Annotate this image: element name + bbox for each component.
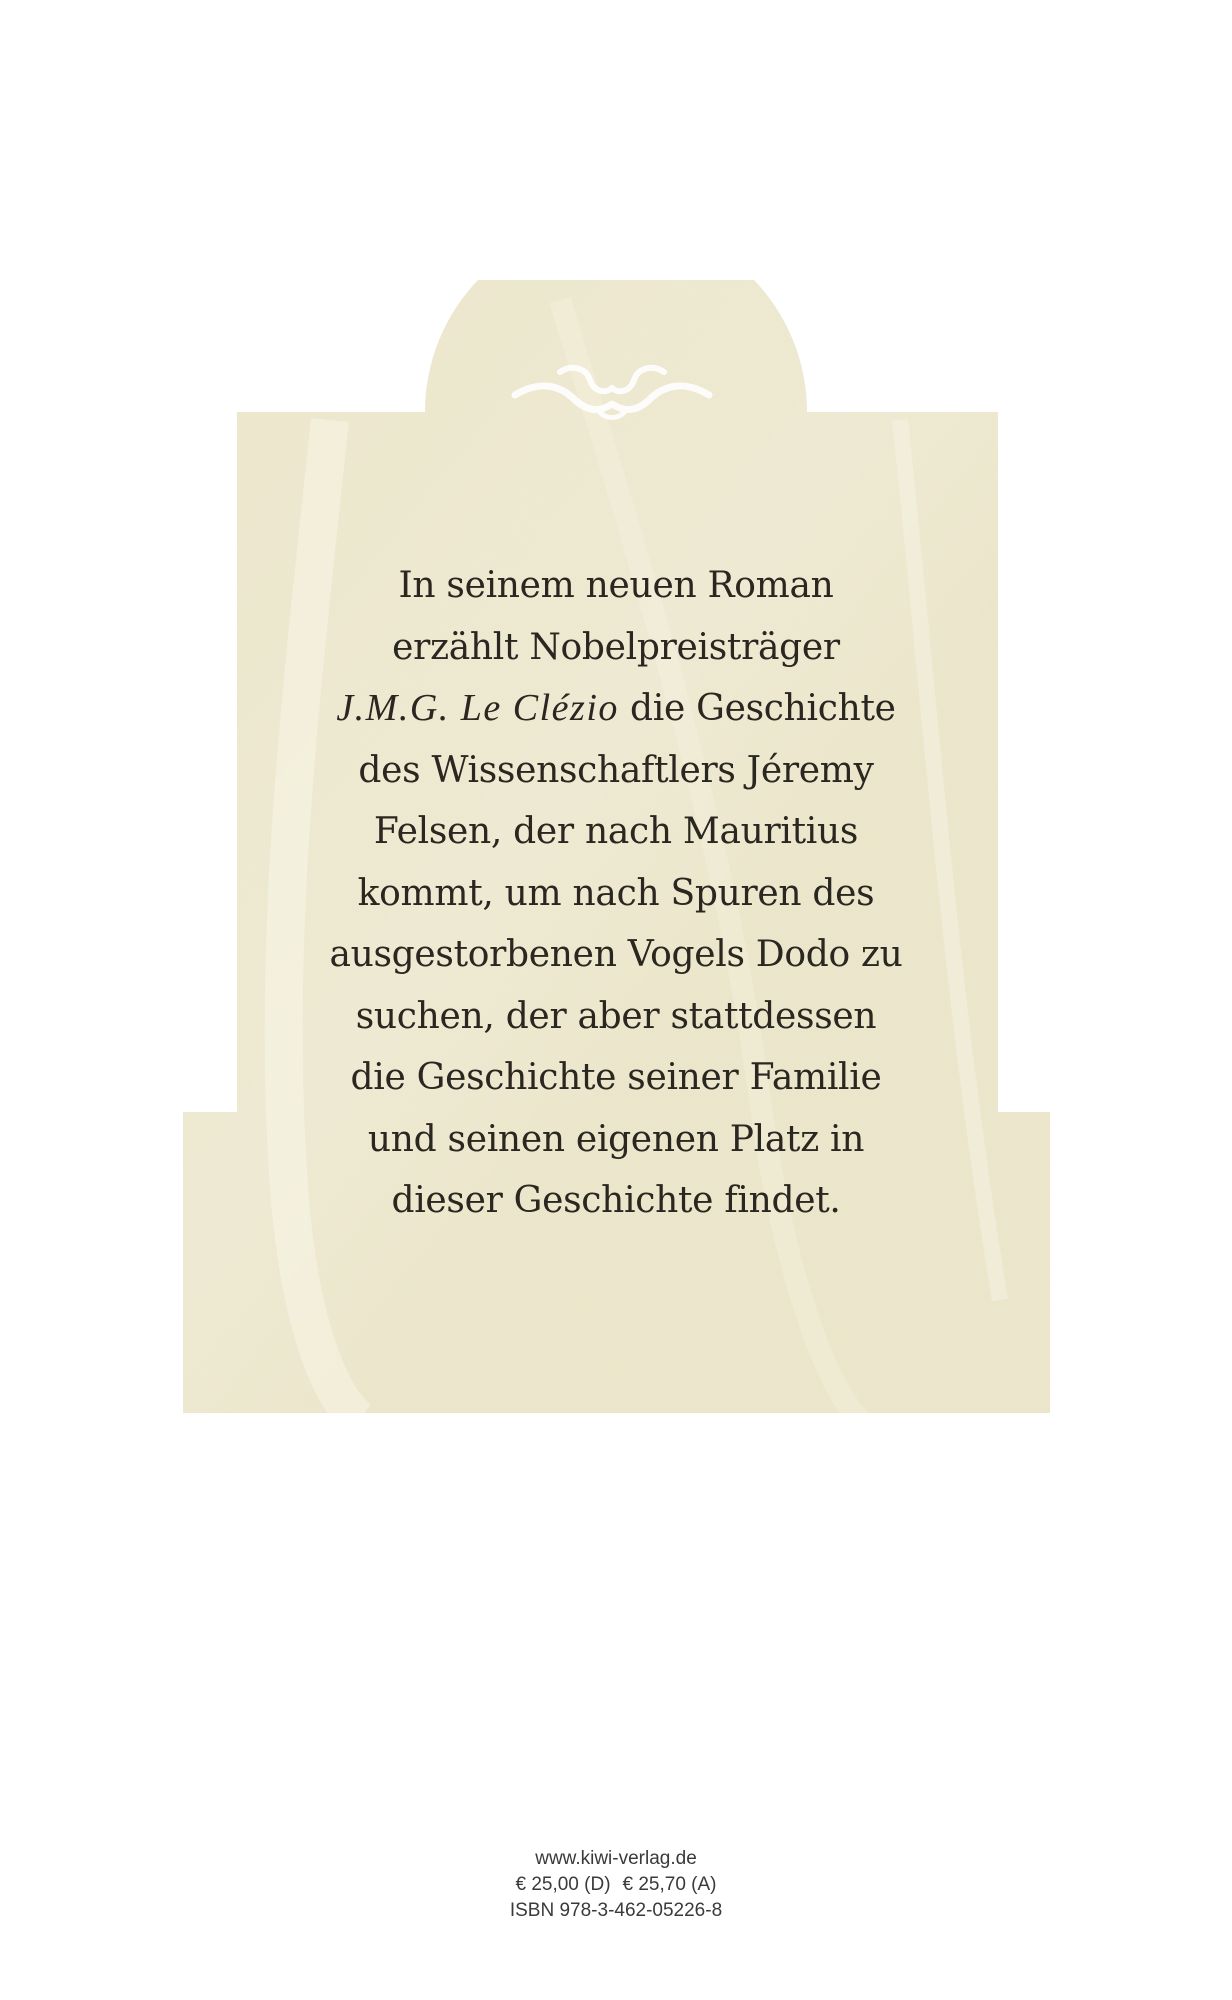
publisher-imprint	[416, 1846, 816, 1924]
blurb-line: In seinem neuen Roman	[398, 565, 834, 606]
price-austria: € 25,70 (A)	[622, 1874, 717, 1895]
publisher-website[interactable]: www.kiwi-verlag.de	[535, 1848, 697, 1869]
price-row	[416, 1872, 816, 1898]
blurb-line: und seinen eigenen Platz in	[367, 1118, 865, 1160]
blurb-line: des Wissenschaftlers Jéremy	[358, 749, 874, 791]
blurb-line: erzählt Nobelpreisträger	[392, 626, 840, 668]
blurb-line: suchen, der aber stattdessen	[355, 995, 877, 1037]
blurb-line: Felsen, der nach Mauritius	[373, 811, 859, 852]
blurb-text	[300, 555, 932, 1232]
blurb-line: ausgestorbenen Vogels Dodo zu	[329, 934, 903, 975]
blurb-line: die Geschichte seiner Familie	[350, 1057, 882, 1098]
blurb-line: kommt, um nach Spuren des	[357, 872, 875, 914]
blurb-line	[300, 678, 932, 740]
author-name: J.M.G. Le Clézio	[336, 687, 619, 729]
isbn: ISBN 978-3-462-05226-8	[509, 1900, 723, 1921]
blurb-line: dieser Geschichte findet.	[391, 1180, 841, 1221]
price-germany: € 25,00 (D)	[515, 1874, 611, 1895]
blurb-line-rest: die Geschichte	[630, 688, 896, 729]
